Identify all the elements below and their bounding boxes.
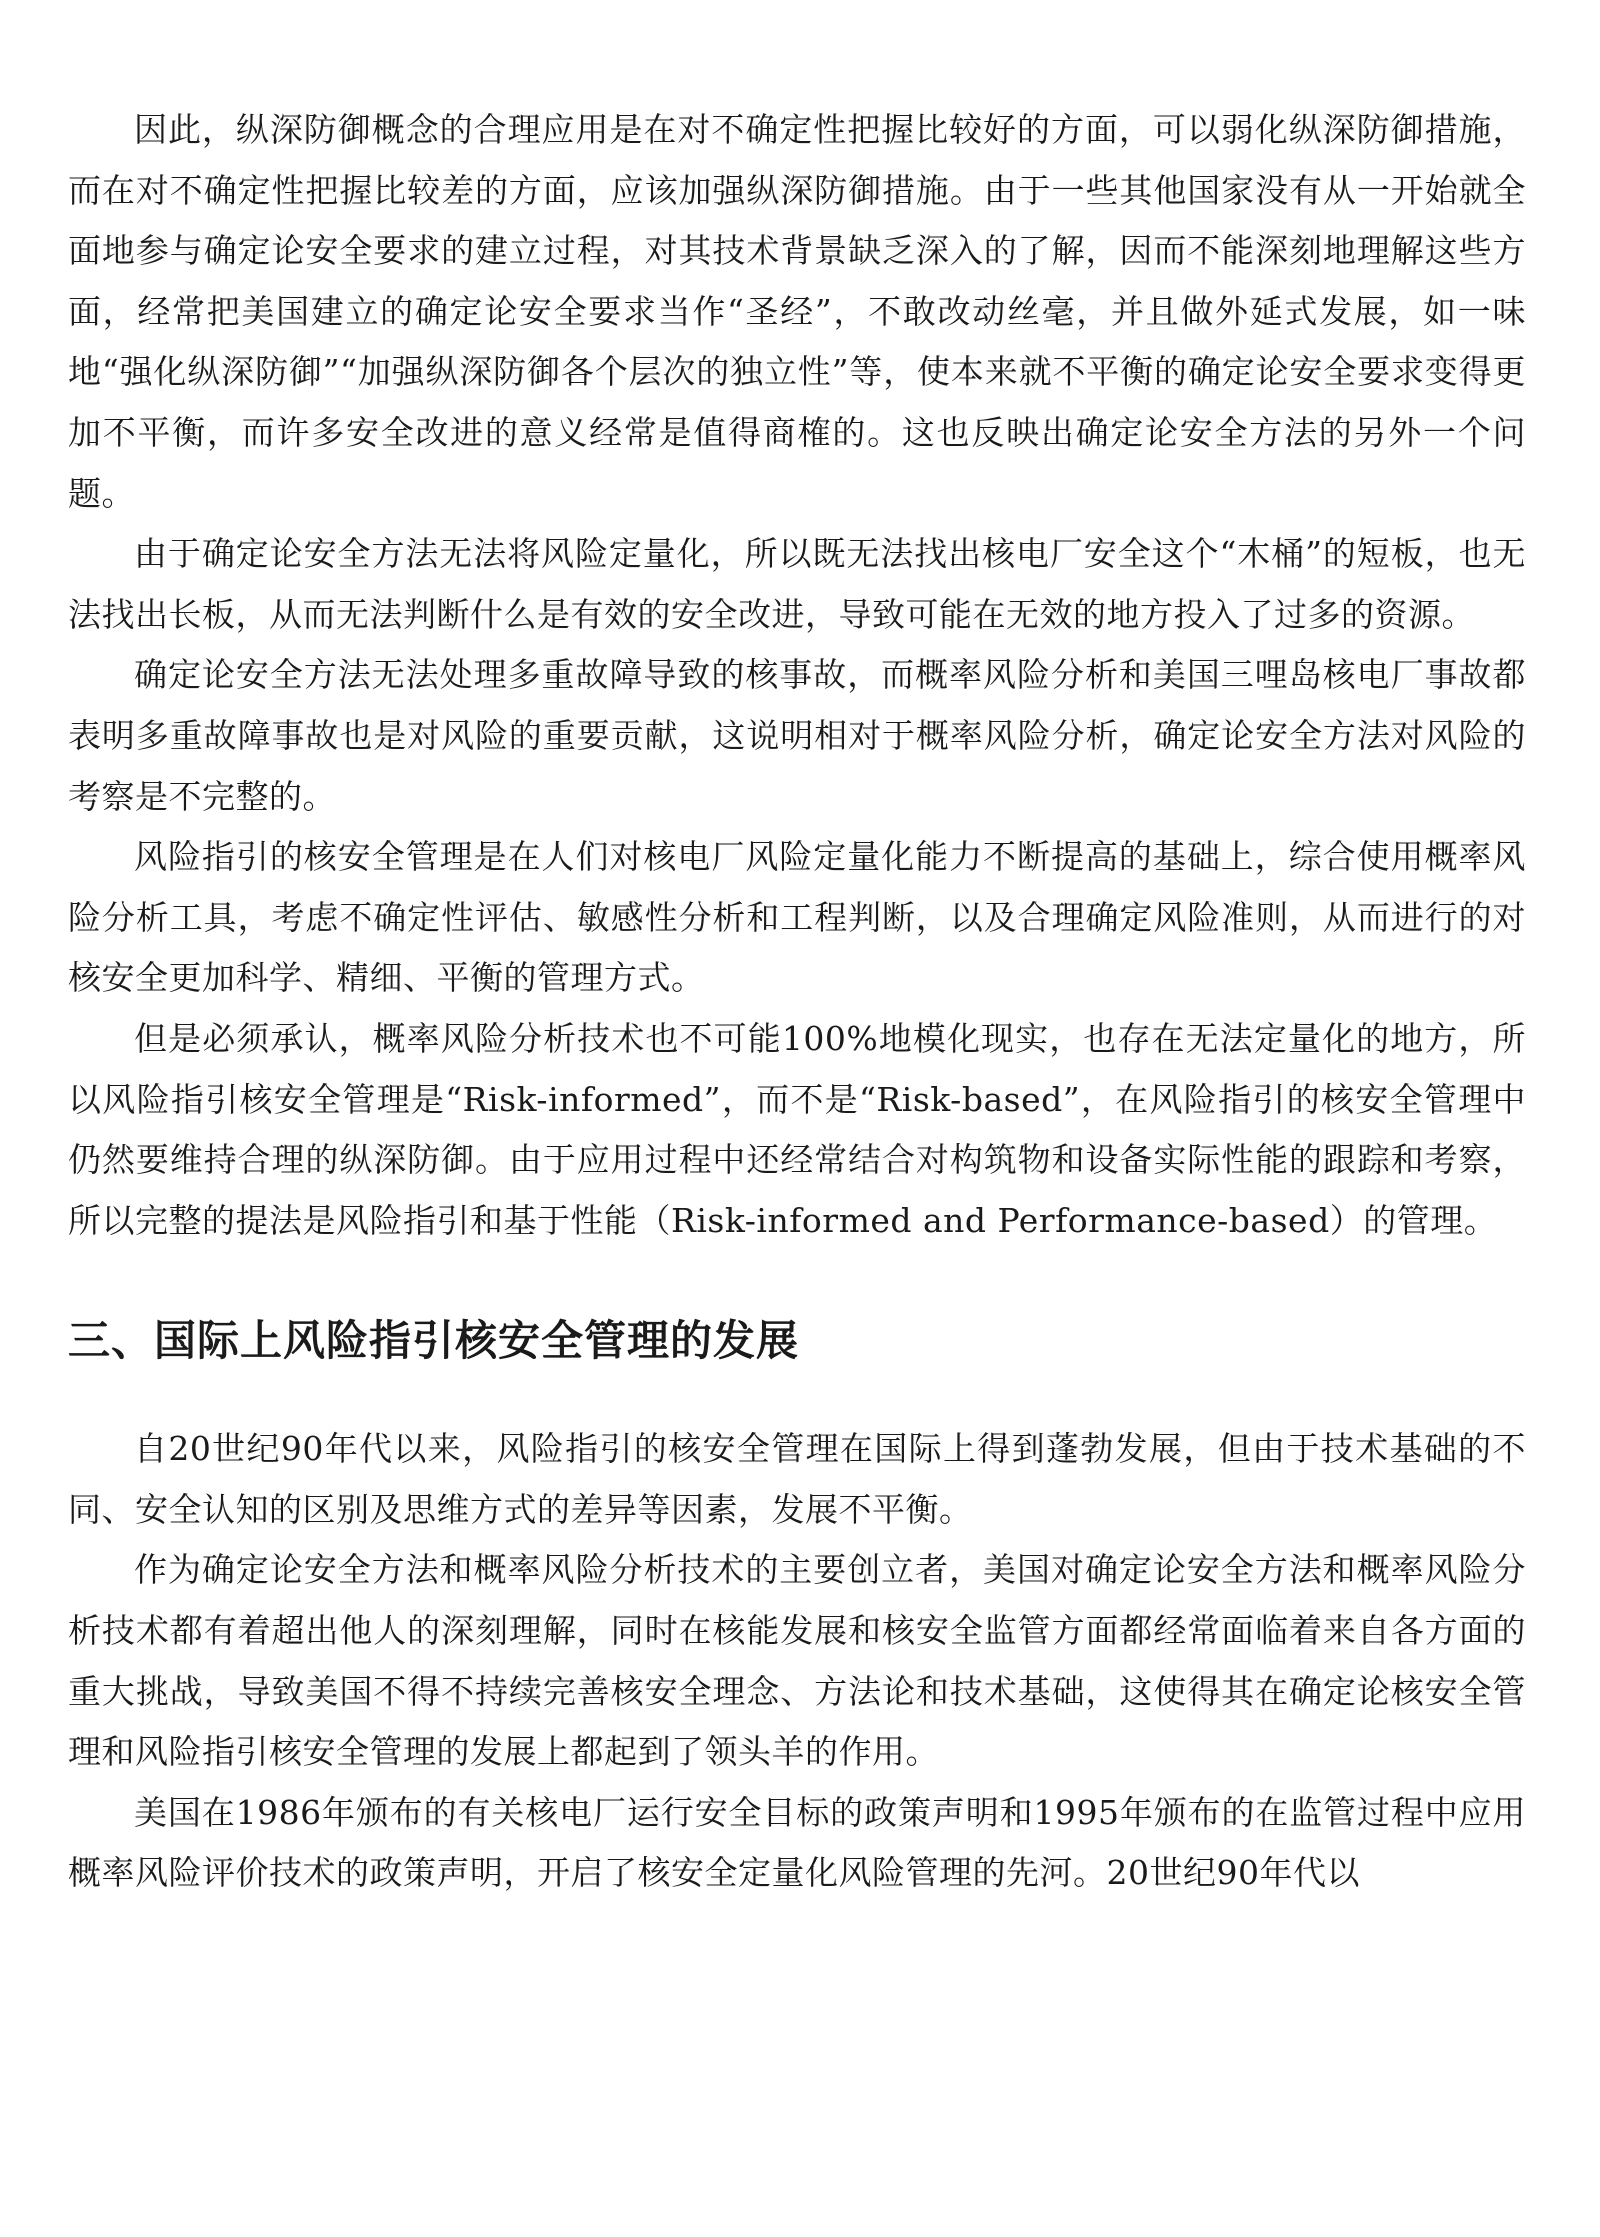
paragraph: 确定论安全方法无法处理多重故障导致的核事故，而概率风险分析和美国三哩岛核电厂事故都表明多重故障事故也是对风险的重要贡献，这说明相对于概率风险分析，确定论安全方法对风险的考察是不完整的。 — [68, 655, 1526, 816]
section-defense-in-depth — [68, 100, 1526, 1251]
paragraph: 作为确定论安全方法和概率风险分析技术的主要创立者，美国对确定论安全方法和概率风险分析技术都有着超出他人的深刻理解，同时在核能发展和核安全监管方面都经常面临着来自各方面的重大挑战，导致美国不得不持续完善核安全理念、方法论和技术基础，这使得其在确定论核安全管理和风险指引核安全管理的发展上都起到了领头羊的作用。 — [68, 1550, 1526, 1772]
paragraph: 但是必须承认，概率风险分析技术也不可能100%地模化现实，也存在无法定量化的地方，所以风险指引核安全管理是“Risk-informed”，而不是“Risk-based”，在风险指引的核安全管理中仍然要维持合理的纵深防御。由于应用过程中还经常结合对构筑物和设备实际性能的跟踪和考察，所以完整的提法是风险指引和基于性能（Risk-informed and Performance-based）的管理。 — [68, 1018, 1526, 1240]
paragraph: 美国在1986年颁布的有关核电厂运行安全目标的政策声明和1995年颁布的在监管过程中应用概率风险评价技术的政策声明，开启了核安全定量化风险管理的先河。20世纪90年代以 — [68, 1792, 1526, 1893]
section-heading: 三、国际上风险指引核安全管理的发展 — [68, 1316, 800, 1366]
paragraph: 因此，纵深防御概念的合理应用是在对不确定性把握比较好的方面，可以弱化纵深防御措施，而在对不确定性把握比较差的方面，应该加强纵深防御措施。由于一些其他国家没有从一开始就全面地参与确定论安全要求的建立过程，对其技术背景缺乏深入的了解，因而不能深刻地理解这些方面，经常把美国建立的确定论安全要求当作“圣经”，不敢改动丝毫，并且做外延式发展，如一味地“强化纵深防御”“加强纵深防御各个层次的独立性”等，使本来就不平衡的确定论安全要求变得更加不平衡，而许多安全改进的意义经常是值得商榷的。这也反映出确定论安全方法的另外一个问题。 — [68, 110, 1526, 513]
paragraph: 自20世纪90年代以来，风险指引的核安全管理在国际上得到蓬勃发展，但由于技术基础的不同、安全认知的区别及思维方式的差异等因素，发展不平衡。 — [68, 1429, 1526, 1529]
paragraph: 风险指引的核安全管理是在人们对核电厂风险定量化能力不断提高的基础上，综合使用概率风险分析工具，考虑不确定性评估、敏感性分析和工程判断，以及合理确定风险准则，从而进行的对核安全更加科学、精细、平衡的管理方式。 — [68, 837, 1526, 998]
section-international-development — [68, 1419, 1526, 1904]
paragraph: 由于确定论安全方法无法将风险定量化，所以既无法找出核电厂安全这个“木桶”的短板，也无法找出长板，从而无法判断什么是有效的安全改进，导致可能在无效的地方投入了过多的资源。 — [68, 534, 1526, 634]
document-page — [68, 100, 1526, 1904]
